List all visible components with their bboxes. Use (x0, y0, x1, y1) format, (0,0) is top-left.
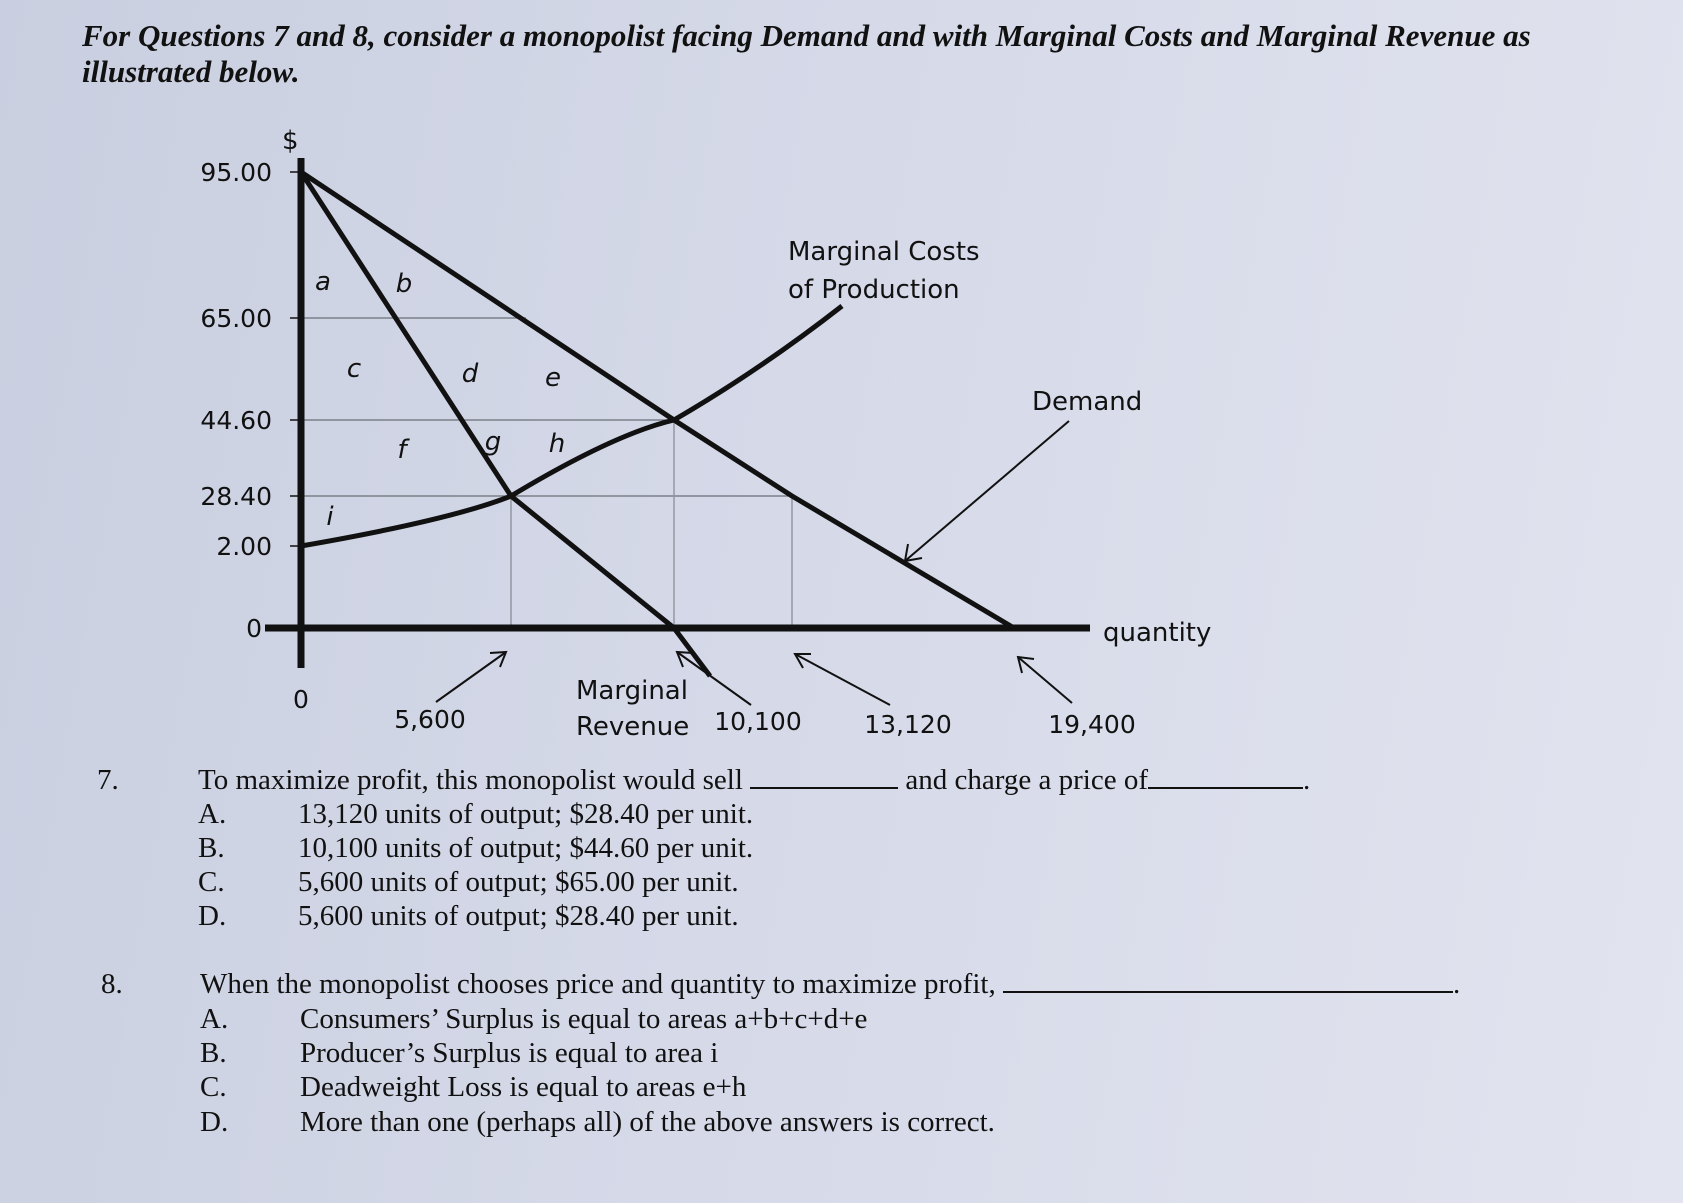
q8-stem (200, 968, 1460, 1001)
q8-option-b[interactable]: Producer’s Surplus is equal to area i (300, 1037, 719, 1069)
area-label-e: e (545, 363, 561, 393)
q7-blank-quantity[interactable] (750, 786, 898, 789)
arrow-19400 (1018, 657, 1072, 703)
q8-option-b-letter: B. (200, 1037, 227, 1069)
x-axis-label: quantity (1103, 618, 1212, 648)
area-label-d: d (461, 359, 479, 389)
q8-stem-end: . (1452, 968, 1461, 1000)
y-tick-label: 28.40 (200, 482, 272, 511)
area-label-g: g (484, 427, 502, 457)
arrow-demand (905, 421, 1069, 561)
q7-option-b[interactable]: 10,100 units of output; $44.60 per unit. (298, 832, 754, 864)
q8-option-a[interactable]: Consumers’ Surplus is equal to areas a+b+c+d+e (300, 1003, 868, 1035)
q7-blank-price[interactable] (1148, 786, 1303, 789)
mc-label-line2: of Production (788, 275, 960, 305)
q8-option-a-letter: A. (200, 1003, 229, 1035)
y-tick-label: 95.00 (200, 158, 272, 187)
arrow-10100 (677, 652, 751, 705)
q8-option-d-letter: D. (200, 1106, 229, 1138)
q7-stem-end: . (1303, 764, 1311, 796)
q8-blank[interactable] (1003, 990, 1453, 993)
y-tick-label: 65.00 (200, 304, 272, 333)
x-tick-label: 13,120 (864, 710, 952, 739)
x-tick-label: 19,400 (1048, 710, 1136, 739)
q8-option-c-letter: C. (200, 1071, 227, 1103)
y-ticks (200, 158, 301, 643)
y-tick-label: 2.00 (216, 532, 272, 561)
area-label-i: i (326, 502, 334, 532)
q8-number: 8. (101, 968, 123, 1000)
arrow-5600 (436, 652, 506, 702)
arrow-13120 (795, 654, 890, 705)
x-tick-label: 0 (293, 685, 309, 714)
area-label-c: c (346, 354, 362, 384)
q8-stem-part1: When the monopolist chooses price and quantity to maximize profit, (200, 968, 996, 1000)
marginal-revenue-curve (301, 172, 710, 676)
marginal-cost-curve (301, 306, 842, 546)
q7-number: 7. (97, 764, 119, 796)
mr-label-line1: Marginal (576, 676, 688, 706)
area-label-a: a (315, 267, 331, 297)
y-axis-symbol: $ (282, 126, 299, 156)
intro-text: For Questions 7 and 8, consider a monopolist facing Demand and with Marginal Costs and Marginal Revenue as illustrated below. (82, 18, 1531, 89)
q7-stem-part2: and charge a price of (905, 764, 1149, 796)
q7-option-b-letter: B. (198, 832, 225, 864)
area-labels (315, 267, 565, 532)
mr-label-line2: Revenue (576, 712, 690, 742)
q8-option-d[interactable]: More than one (perhaps all) of the above answers is correct. (300, 1106, 995, 1138)
q7-stem-part1: To maximize profit, this monopolist would sell (198, 764, 743, 796)
area-label-f: f (397, 435, 407, 465)
area-label-h: h (548, 429, 566, 459)
x-tick-label: 10,100 (714, 707, 802, 736)
mc-label-line1: Marginal Costs (788, 237, 980, 267)
q7-option-c-letter: C. (198, 866, 225, 898)
area-label-b: b (395, 269, 413, 299)
x-tick-label: 5,600 (394, 705, 466, 734)
q7-stem (198, 764, 1310, 797)
x-ticks (293, 685, 1136, 739)
q7-option-c[interactable]: 5,600 units of output; $65.00 per unit. (298, 866, 739, 898)
q7-option-d[interactable]: 5,600 units of output; $28.40 per unit. (298, 900, 739, 932)
pointer-arrows (436, 421, 1072, 705)
q7-option-a[interactable]: 13,120 units of output; $28.40 per unit. (298, 798, 754, 830)
y-tick-label: 44.60 (200, 406, 272, 435)
q7-option-d-letter: D. (198, 900, 227, 932)
demand-label: Demand (1032, 387, 1143, 417)
q8-option-c[interactable]: Deadweight Loss is equal to areas e+h (300, 1071, 747, 1103)
q7-option-a-letter: A. (198, 798, 227, 830)
y-tick-label: 0 (246, 614, 262, 643)
